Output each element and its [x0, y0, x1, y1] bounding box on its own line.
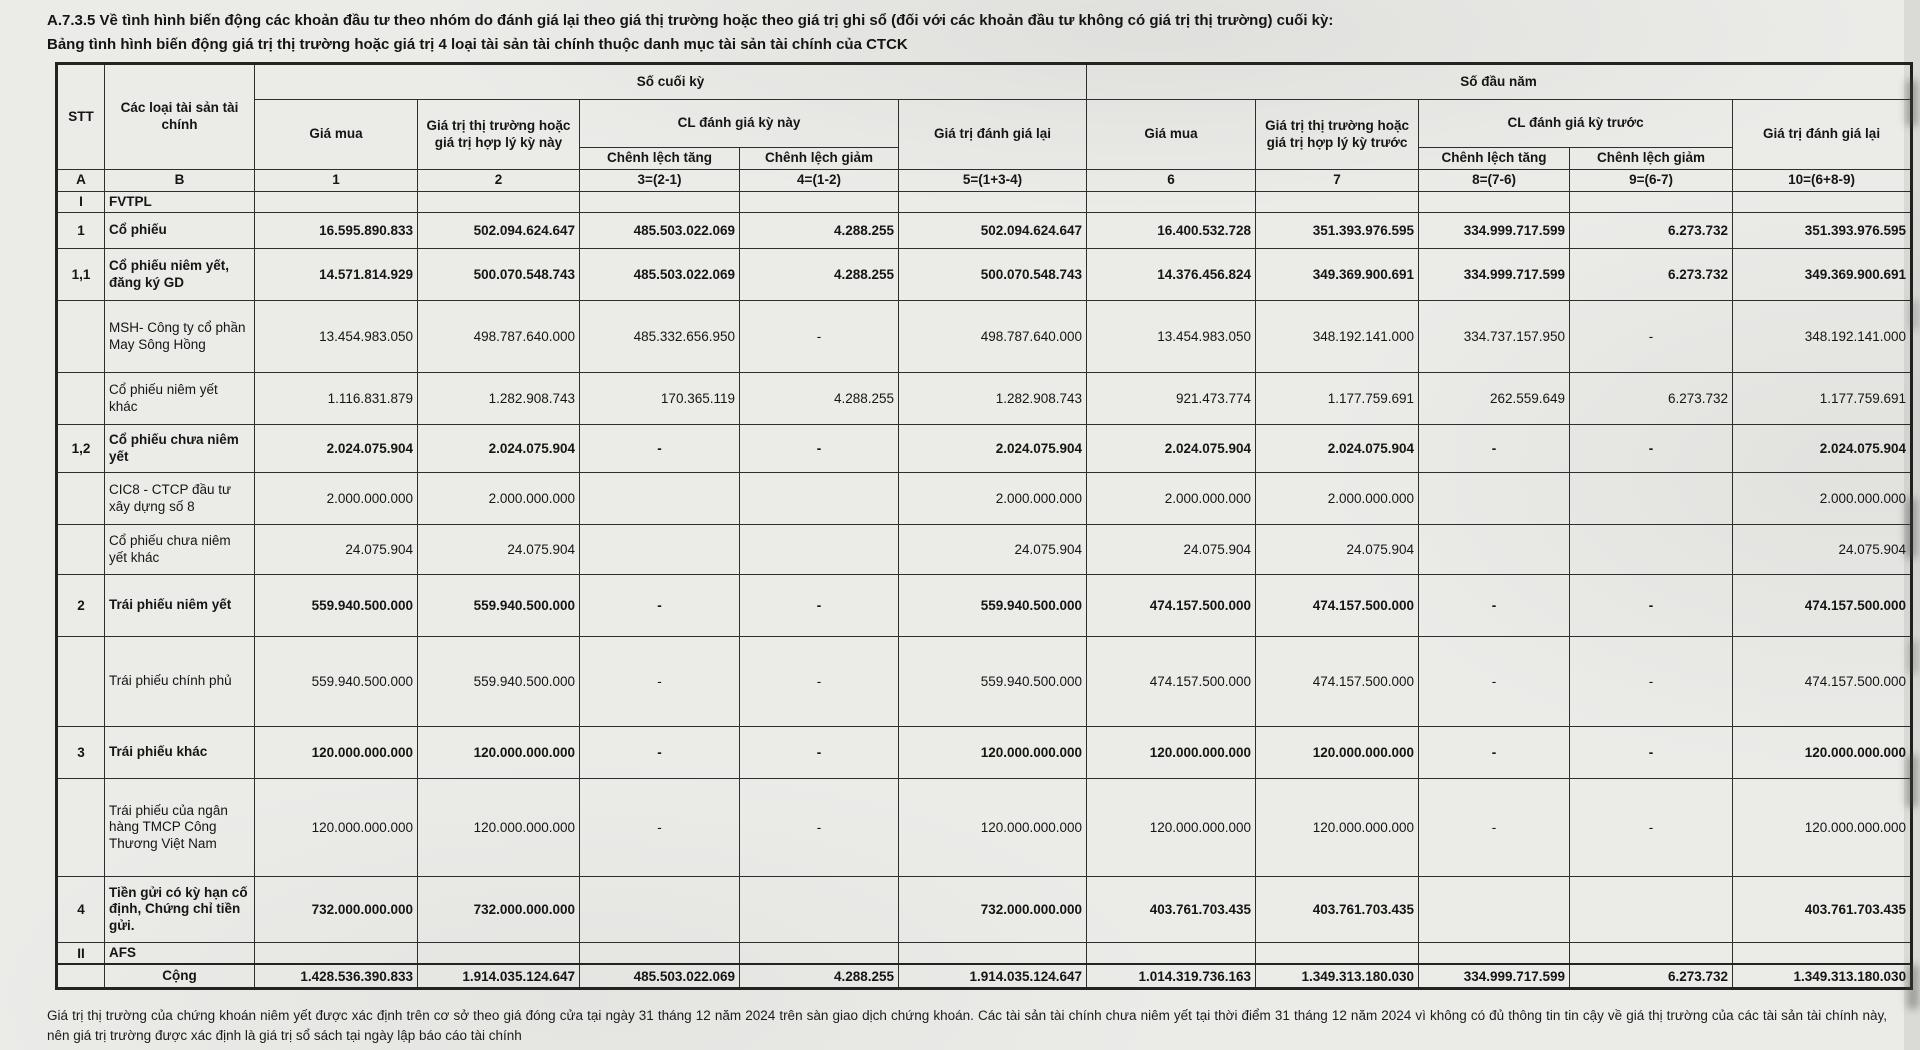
heading-line-1: A.7.3.5 Về tình hình biến động các khoản đầu tư theo nhóm do đánh giá lại theo giá thị trường hoặc theo giá trị ghi sổ (đối với các khoản đầu tư không có giá trị thị trường) cuối kỳ:	[47, 12, 1334, 29]
table-body	[57, 191, 1912, 988]
row-index-cell: 1,2	[57, 425, 105, 473]
value-cell: -	[740, 779, 899, 877]
value-cell	[1570, 191, 1733, 212]
row-index-cell: 2	[57, 575, 105, 637]
table-row	[57, 473, 1912, 525]
value-cell: 732.000.000.000	[899, 877, 1087, 943]
value-cell: 4.288.255	[740, 373, 899, 425]
value-cell	[1419, 191, 1570, 212]
value-cell: 24.075.904	[255, 525, 418, 575]
value-cell: 498.787.640.000	[418, 301, 580, 373]
value-cell: 485.332.656.950	[580, 301, 740, 373]
value-cell: 2.000.000.000	[1256, 473, 1419, 525]
value-cell	[255, 943, 418, 965]
table-row	[57, 213, 1912, 249]
value-cell: 403.761.703.435	[1733, 877, 1912, 943]
value-cell: 559.940.500.000	[418, 575, 580, 637]
value-cell	[1087, 943, 1256, 965]
header-group-end-period: Số cuối kỳ	[255, 64, 1087, 100]
header-group-begin-period: Số đầu năm	[1087, 64, 1912, 100]
row-index-cell: II	[57, 943, 105, 965]
row-index-cell: 1,1	[57, 249, 105, 301]
value-cell: -	[1570, 779, 1733, 877]
value-cell: 16.595.890.833	[255, 213, 418, 249]
value-cell: 2.024.075.904	[1087, 425, 1256, 473]
value-cell	[740, 473, 899, 525]
value-cell: 2.024.075.904	[255, 425, 418, 473]
row-label-cell: MSH- Công ty cổ phần May Sông Hồng	[105, 301, 255, 373]
header-end-revaluation-diff: CL đánh giá kỳ này	[580, 100, 899, 148]
value-cell: 474.157.500.000	[1087, 637, 1256, 727]
header-begin-purchase-price: Giá mua	[1087, 100, 1256, 170]
value-cell: -	[580, 779, 740, 877]
value-cell: 120.000.000.000	[1087, 727, 1256, 779]
table-row	[57, 191, 1912, 212]
value-cell: -	[580, 425, 740, 473]
value-cell: 1.116.831.879	[255, 373, 418, 425]
value-cell: 1.914.035.124.647	[418, 964, 580, 988]
value-cell	[1087, 191, 1256, 212]
value-cell: -	[1570, 727, 1733, 779]
value-cell: -	[580, 637, 740, 727]
value-cell: 348.192.141.000	[1256, 301, 1419, 373]
value-cell: 120.000.000.000	[1256, 727, 1419, 779]
row-label-cell: Cổ phiếu niêm yết, đăng ký GD	[105, 249, 255, 301]
value-cell	[1570, 943, 1733, 965]
value-cell: -	[740, 425, 899, 473]
value-cell	[580, 525, 740, 575]
value-cell: -	[1419, 727, 1570, 779]
footnote-text: Giá trị thị trường của chứng khoán niêm yết được xác định trên cơ sở theo giá đóng cửa tại ngày 31 tháng 12 năm 2024 trên sàn giao dịch chứng khoán. Các tài sản tài chính chưa niêm yết tại thời điểm 31 tháng 12 năm 2024 vì không có đủ thông tin tin cậy về giá thị trường của các tài sản tài chính này, nên giá trị trường được xác định là giá trị sổ sách tại ngày lập báo cáo tài chính	[47, 1007, 1887, 1044]
value-cell: 921.473.774	[1087, 373, 1256, 425]
value-cell: 334.999.717.599	[1419, 213, 1570, 249]
value-cell: -	[580, 575, 740, 637]
value-cell: 4.288.255	[740, 213, 899, 249]
value-cell	[580, 943, 740, 965]
value-cell: 500.070.548.743	[418, 249, 580, 301]
value-cell	[740, 191, 899, 212]
header-begin-revalued-value: Giá trị đánh giá lại	[1733, 100, 1912, 170]
header-end-diff-increase: Chênh lệch tăng	[580, 148, 740, 170]
index-6: 6	[1087, 170, 1256, 192]
table-row	[57, 249, 1912, 301]
value-cell: 474.157.500.000	[1733, 575, 1912, 637]
value-cell: 120.000.000.000	[418, 779, 580, 877]
row-label-cell: CIC8 - CTCP đầu tư xây dựng số 8	[105, 473, 255, 525]
value-cell: 2.024.075.904	[1256, 425, 1419, 473]
value-cell: 403.761.703.435	[1087, 877, 1256, 943]
table-row	[57, 943, 1912, 965]
index-7: 7	[1256, 170, 1419, 192]
document-heading	[47, 10, 1877, 56]
table-row	[57, 779, 1912, 877]
value-cell: 2.024.075.904	[1733, 425, 1912, 473]
row-label-cell: FVTPL	[105, 191, 255, 212]
value-cell: -	[1419, 779, 1570, 877]
value-cell: 120.000.000.000	[1733, 779, 1912, 877]
value-cell: 120.000.000.000	[1733, 727, 1912, 779]
table-row	[57, 575, 1912, 637]
value-cell	[418, 943, 580, 965]
value-cell: -	[740, 637, 899, 727]
value-cell	[899, 943, 1087, 965]
value-cell: 1.177.759.691	[1733, 373, 1912, 425]
value-cell	[255, 191, 418, 212]
table-row	[57, 373, 1912, 425]
table-row	[57, 525, 1912, 575]
index-a: A	[57, 170, 105, 192]
value-cell: 120.000.000.000	[255, 779, 418, 877]
table-row	[57, 301, 1912, 373]
value-cell: 559.940.500.000	[255, 637, 418, 727]
value-cell	[1733, 191, 1912, 212]
index-4: 4=(1-2)	[740, 170, 899, 192]
value-cell: -	[740, 727, 899, 779]
table-row	[57, 964, 1912, 988]
value-cell: 351.393.976.595	[1733, 213, 1912, 249]
value-cell: 2.024.075.904	[418, 425, 580, 473]
row-index-cell	[57, 637, 105, 727]
row-index-cell: 4	[57, 877, 105, 943]
value-cell	[580, 473, 740, 525]
value-cell: 120.000.000.000	[418, 727, 580, 779]
value-cell: 1.428.536.390.833	[255, 964, 418, 988]
value-cell: 1.349.313.180.030	[1256, 964, 1419, 988]
index-b: B	[105, 170, 255, 192]
value-cell	[580, 877, 740, 943]
value-cell: 334.999.717.599	[1419, 249, 1570, 301]
value-cell	[418, 191, 580, 212]
index-2: 2	[418, 170, 580, 192]
value-cell: 500.070.548.743	[899, 249, 1087, 301]
value-cell: 559.940.500.000	[255, 575, 418, 637]
value-cell: 334.999.717.599	[1419, 964, 1570, 988]
value-cell	[1419, 943, 1570, 965]
value-cell: 559.940.500.000	[418, 637, 580, 727]
value-cell: 2.000.000.000	[418, 473, 580, 525]
value-cell: 2.024.075.904	[899, 425, 1087, 473]
row-index-cell: I	[57, 191, 105, 212]
header-end-revalued-value: Giá trị đánh giá lại	[899, 100, 1087, 170]
value-cell: 24.075.904	[899, 525, 1087, 575]
value-cell: -	[740, 575, 899, 637]
value-cell: -	[1570, 301, 1733, 373]
value-cell: 559.940.500.000	[899, 637, 1087, 727]
header-begin-diff-decrease: Chênh lệch giảm	[1570, 148, 1733, 170]
row-index-cell: 3	[57, 727, 105, 779]
index-9: 9=(6-7)	[1570, 170, 1733, 192]
row-label-cell: Tiền gửi có kỳ hạn cố định, Chứng chỉ tiền gửi.	[105, 877, 255, 943]
value-cell: 559.940.500.000	[899, 575, 1087, 637]
value-cell	[580, 191, 740, 212]
value-cell	[740, 525, 899, 575]
value-cell: 4.288.255	[740, 249, 899, 301]
table-row	[57, 637, 1912, 727]
asset-revaluation-table	[55, 62, 1913, 990]
value-cell: 24.075.904	[1256, 525, 1419, 575]
index-5: 5=(1+3-4)	[899, 170, 1087, 192]
table-row	[57, 425, 1912, 473]
value-cell	[740, 943, 899, 965]
value-cell: 6.273.732	[1570, 373, 1733, 425]
value-cell: 334.737.157.950	[1419, 301, 1570, 373]
value-cell: -	[1570, 575, 1733, 637]
header-begin-diff-increase: Chênh lệch tăng	[1419, 148, 1570, 170]
value-cell: 6.273.732	[1570, 213, 1733, 249]
header-end-purchase-price: Giá mua	[255, 100, 418, 170]
row-index-cell	[57, 301, 105, 373]
value-cell	[1570, 877, 1733, 943]
value-cell: 485.503.022.069	[580, 213, 740, 249]
value-cell: 120.000.000.000	[899, 779, 1087, 877]
value-cell: 1.014.319.736.163	[1087, 964, 1256, 988]
table-row	[57, 727, 1912, 779]
row-index-cell	[57, 473, 105, 525]
row-label-cell: AFS	[105, 943, 255, 965]
value-cell: 14.376.456.824	[1087, 249, 1256, 301]
value-cell: 348.192.141.000	[1733, 301, 1912, 373]
value-cell: -	[1419, 637, 1570, 727]
row-label-cell: Trái phiếu của ngân hàng TMCP Công Thương Việt Nam	[105, 779, 255, 877]
value-cell: 24.075.904	[1733, 525, 1912, 575]
value-cell: 1.177.759.691	[1256, 373, 1419, 425]
value-cell: 6.273.732	[1570, 964, 1733, 988]
header-begin-market-value: Giá trị thị trường hoặc giá trị hợp lý kỳ trước	[1256, 100, 1419, 170]
value-cell: 13.454.983.050	[1087, 301, 1256, 373]
row-index-cell	[57, 525, 105, 575]
value-cell: 474.157.500.000	[1256, 637, 1419, 727]
value-cell: -	[1419, 425, 1570, 473]
value-cell: 2.000.000.000	[1733, 473, 1912, 525]
value-cell: 732.000.000.000	[418, 877, 580, 943]
value-cell: 732.000.000.000	[255, 877, 418, 943]
value-cell: -	[1570, 425, 1733, 473]
value-cell	[740, 877, 899, 943]
row-label-cell: Cổ phiếu niêm yết khác	[105, 373, 255, 425]
index-8: 8=(7-6)	[1419, 170, 1570, 192]
value-cell: 502.094.624.647	[418, 213, 580, 249]
value-cell: 485.503.022.069	[580, 964, 740, 988]
value-cell	[1570, 473, 1733, 525]
row-index-cell: 1	[57, 213, 105, 249]
value-cell: 474.157.500.000	[1087, 575, 1256, 637]
value-cell: 1.282.908.743	[899, 373, 1087, 425]
column-index-row	[57, 170, 1912, 192]
value-cell: 170.365.119	[580, 373, 740, 425]
value-cell: 2.000.000.000	[899, 473, 1087, 525]
row-label-cell: Cộng	[105, 964, 255, 988]
value-cell	[1419, 877, 1570, 943]
value-cell: 1.914.035.124.647	[899, 964, 1087, 988]
value-cell: 24.075.904	[418, 525, 580, 575]
value-cell: 4.288.255	[740, 964, 899, 988]
value-cell: 262.559.649	[1419, 373, 1570, 425]
value-cell: -	[1570, 637, 1733, 727]
value-cell: 1.349.313.180.030	[1733, 964, 1912, 988]
value-cell: 120.000.000.000	[1256, 779, 1419, 877]
value-cell: 474.157.500.000	[1256, 575, 1419, 637]
value-cell: 24.075.904	[1087, 525, 1256, 575]
value-cell: 349.369.900.691	[1256, 249, 1419, 301]
value-cell: 502.094.624.647	[899, 213, 1087, 249]
row-index-cell	[57, 779, 105, 877]
header-asset-type: Các loại tài sản tài chính	[105, 64, 255, 170]
header-stt: STT	[57, 64, 105, 170]
value-cell: 351.393.976.595	[1256, 213, 1419, 249]
value-cell: 120.000.000.000	[1087, 779, 1256, 877]
row-label-cell: Cổ phiếu	[105, 213, 255, 249]
index-1: 1	[255, 170, 418, 192]
row-label-cell: Trái phiếu khác	[105, 727, 255, 779]
value-cell: 120.000.000.000	[255, 727, 418, 779]
value-cell: 14.571.814.929	[255, 249, 418, 301]
value-cell: 498.787.640.000	[899, 301, 1087, 373]
header-end-market-value: Giá trị thị trường hoặc giá trị hợp lý kỳ này	[418, 100, 580, 170]
value-cell	[1570, 525, 1733, 575]
value-cell: 474.157.500.000	[1733, 637, 1912, 727]
value-cell	[1419, 525, 1570, 575]
value-cell: 16.400.532.728	[1087, 213, 1256, 249]
header-end-diff-decrease: Chênh lệch giảm	[740, 148, 899, 170]
value-cell: 2.000.000.000	[1087, 473, 1256, 525]
value-cell	[899, 191, 1087, 212]
value-cell: 13.454.983.050	[255, 301, 418, 373]
row-label-cell: Trái phiếu chính phủ	[105, 637, 255, 727]
value-cell	[1256, 191, 1419, 212]
value-cell: -	[580, 727, 740, 779]
value-cell	[1256, 943, 1419, 965]
value-cell: 349.369.900.691	[1733, 249, 1912, 301]
heading-line-2: Bảng tình hình biến động giá trị thị trường hoặc giá trị 4 loại tài sản tài chính thuộc danh mục tài sản tài chính của CTCK	[47, 35, 908, 53]
index-3: 3=(2-1)	[580, 170, 740, 192]
value-cell: -	[1419, 575, 1570, 637]
table-row	[57, 877, 1912, 943]
row-label-cell: Trái phiếu niêm yết	[105, 575, 255, 637]
row-index-cell	[57, 373, 105, 425]
table-header	[57, 64, 1912, 192]
value-cell	[1419, 473, 1570, 525]
value-cell: 6.273.732	[1570, 249, 1733, 301]
index-10: 10=(6+8-9)	[1733, 170, 1912, 192]
value-cell: 2.000.000.000	[255, 473, 418, 525]
row-label-cell: Cổ phiếu chưa niêm yết khác	[105, 525, 255, 575]
value-cell	[1733, 943, 1912, 965]
value-cell: 120.000.000.000	[899, 727, 1087, 779]
row-label-cell: Cổ phiếu chưa niêm yết	[105, 425, 255, 473]
value-cell: 485.503.022.069	[580, 249, 740, 301]
row-index-cell	[57, 964, 105, 988]
value-cell: -	[740, 301, 899, 373]
value-cell: 1.282.908.743	[418, 373, 580, 425]
header-begin-revaluation-diff: CL đánh giá kỳ trước	[1419, 100, 1733, 148]
value-cell: 403.761.703.435	[1256, 877, 1419, 943]
